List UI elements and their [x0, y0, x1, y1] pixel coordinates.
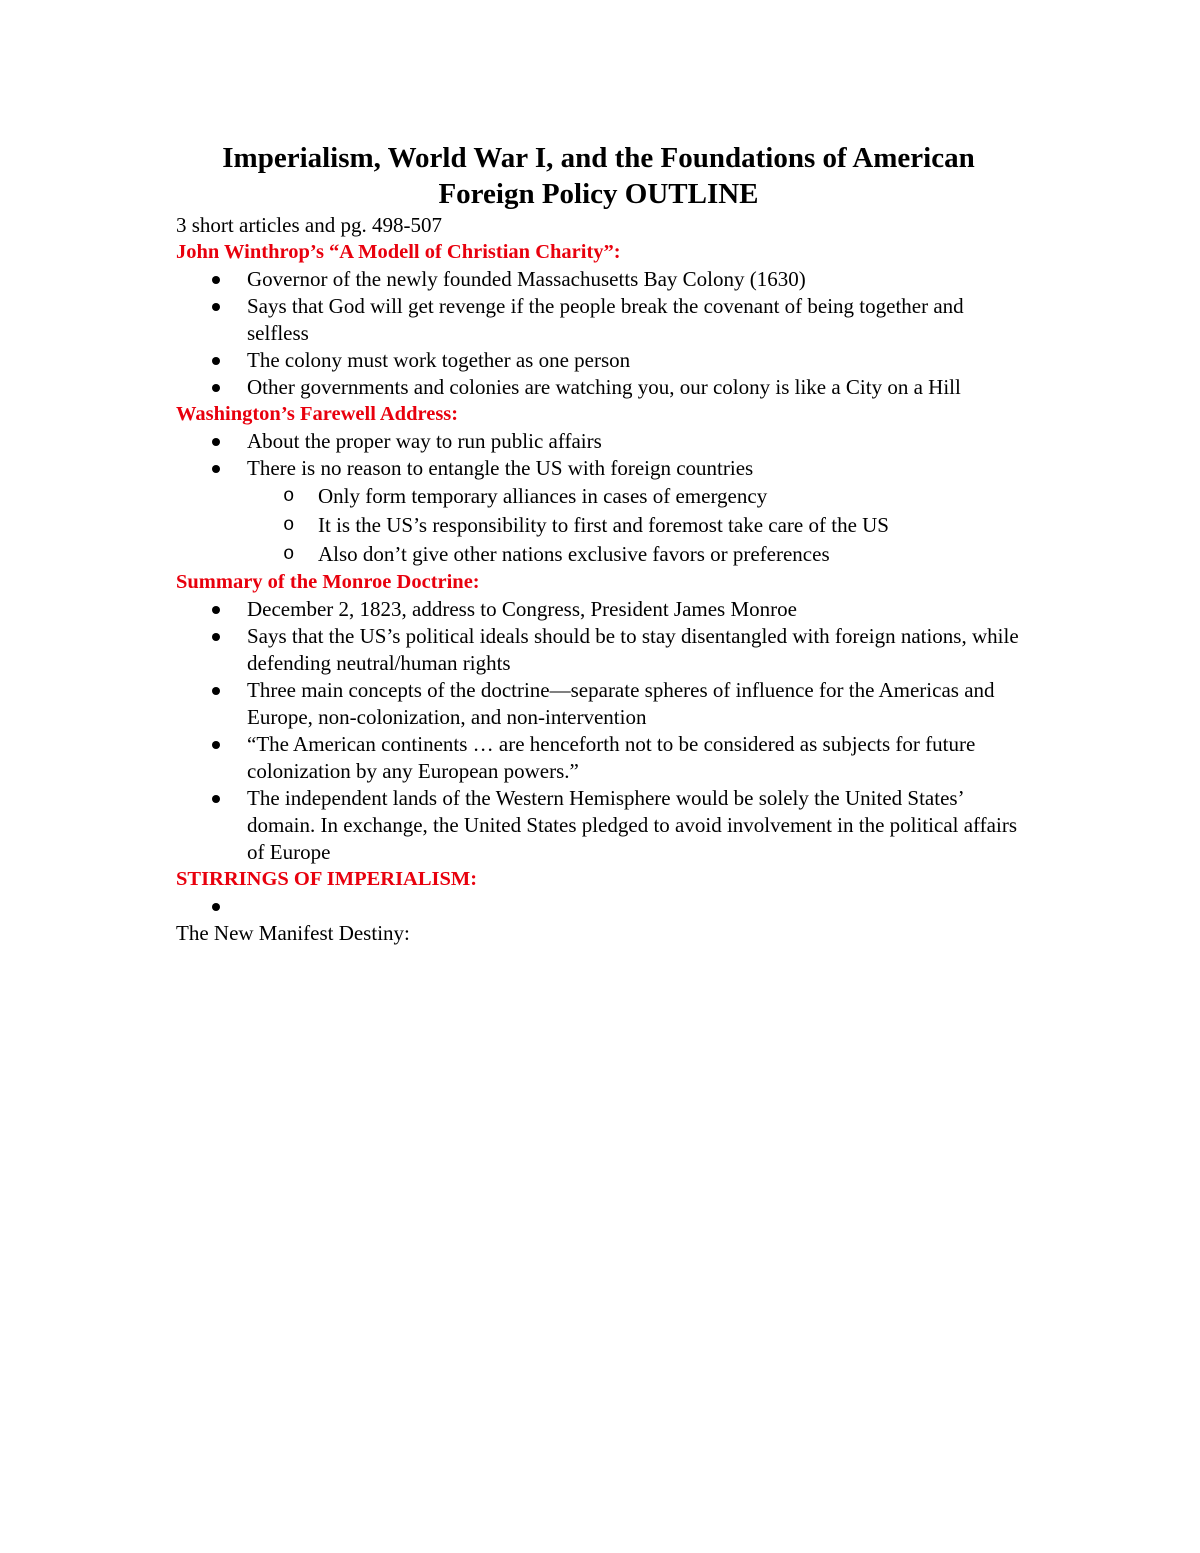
- sub-bullet-list: [176, 482, 1021, 569]
- list-item: [176, 374, 1021, 401]
- bullet-icon: [212, 303, 220, 311]
- list-item-text: Three main concepts of the doctrine—separate spheres of influence for the Americas and Europe, non-colonization, and non-intervention: [247, 678, 995, 729]
- closing-line: The New Manifest Destiny:: [176, 921, 410, 945]
- bullet-icon: [212, 276, 220, 284]
- document-title: Imperialism, World War I, and the Foundations of American Foreign Policy OUTLINE: [222, 142, 975, 210]
- list-item-text: There is no reason to entangle the US with foreign countries: [247, 456, 754, 480]
- sub-list-item-text: It is the US’s responsibility to first and foremost take care of the US: [318, 513, 889, 537]
- section-heading: John Winthrop’s “A Modell of Christian Charity”:: [176, 241, 621, 263]
- bullet-icon: [212, 741, 220, 749]
- sub-bullet-icon: o: [283, 543, 295, 565]
- sub-list-item: [176, 540, 1021, 569]
- section-heading: STIRRINGS OF IMPERIALISM:: [176, 868, 478, 890]
- bullet-list: [176, 428, 1021, 482]
- document-page: [176, 140, 1021, 947]
- section-washington: [176, 401, 1021, 569]
- list-item-text: December 2, 1823, address to Congress, President James Monroe: [247, 597, 797, 621]
- list-item: [176, 893, 1021, 920]
- document-subtitle: 3 short articles and pg. 498-507: [176, 213, 442, 237]
- bullet-list: [176, 596, 1021, 866]
- section-imperialism: [176, 866, 1021, 920]
- sub-bullet-icon: o: [283, 514, 295, 536]
- bullet-icon: [212, 633, 220, 641]
- list-item-text: The independent lands of the Western Hemisphere would be solely the United States’ domain. In exchange, the United States pledged to avoid involvement in the political affairs of Europe: [247, 786, 1017, 864]
- list-item-text: Governor of the newly founded Massachusetts Bay Colony (1630): [247, 267, 806, 291]
- sub-list-item: [176, 511, 1021, 540]
- bullet-icon: [212, 438, 220, 446]
- sub-list-item-text: Only form temporary alliances in cases of emergency: [318, 484, 768, 508]
- list-item: [176, 596, 1021, 623]
- bullet-icon: [212, 795, 220, 803]
- list-item: [176, 785, 1021, 866]
- section-monroe: [176, 569, 1021, 866]
- bullet-icon: [212, 687, 220, 695]
- bullet-icon: [212, 384, 220, 392]
- section-winthrop: [176, 239, 1021, 401]
- sub-bullet-icon: o: [283, 485, 295, 507]
- section-heading: Summary of the Monroe Doctrine:: [176, 571, 480, 593]
- bullet-icon: [212, 357, 220, 365]
- list-item-text: Says that God will get revenge if the people break the covenant of being together and selfless: [247, 294, 964, 345]
- list-item: [176, 677, 1021, 731]
- list-item: [176, 731, 1021, 785]
- sub-list-item: [176, 482, 1021, 511]
- list-item-text: “The American continents … are henceforth not to be considered as subjects for future colonization by any European powers.”: [247, 732, 976, 783]
- bullet-icon: [212, 606, 220, 614]
- list-item: [176, 266, 1021, 293]
- list-item: [176, 347, 1021, 374]
- list-item: [176, 293, 1021, 347]
- list-item-text: Says that the US’s political ideals should be to stay disentangled with foreign nations, while defending neutral/human rights: [247, 624, 1019, 675]
- section-heading: Washington’s Farewell Address:: [176, 403, 459, 425]
- list-item-text: About the proper way to run public affairs: [247, 429, 602, 453]
- bullet-list: [176, 893, 1021, 920]
- bullet-icon: [212, 465, 220, 473]
- list-item: [176, 623, 1021, 677]
- sub-list-item-text: Also don’t give other nations exclusive favors or preferences: [318, 542, 830, 566]
- list-item: [176, 428, 1021, 455]
- list-item-text: Other governments and colonies are watching you, our colony is like a City on a Hill: [247, 375, 961, 399]
- bullet-list: [176, 266, 1021, 401]
- bullet-icon: [212, 903, 220, 911]
- list-item-text: The colony must work together as one person: [247, 348, 631, 372]
- list-item: [176, 455, 1021, 482]
